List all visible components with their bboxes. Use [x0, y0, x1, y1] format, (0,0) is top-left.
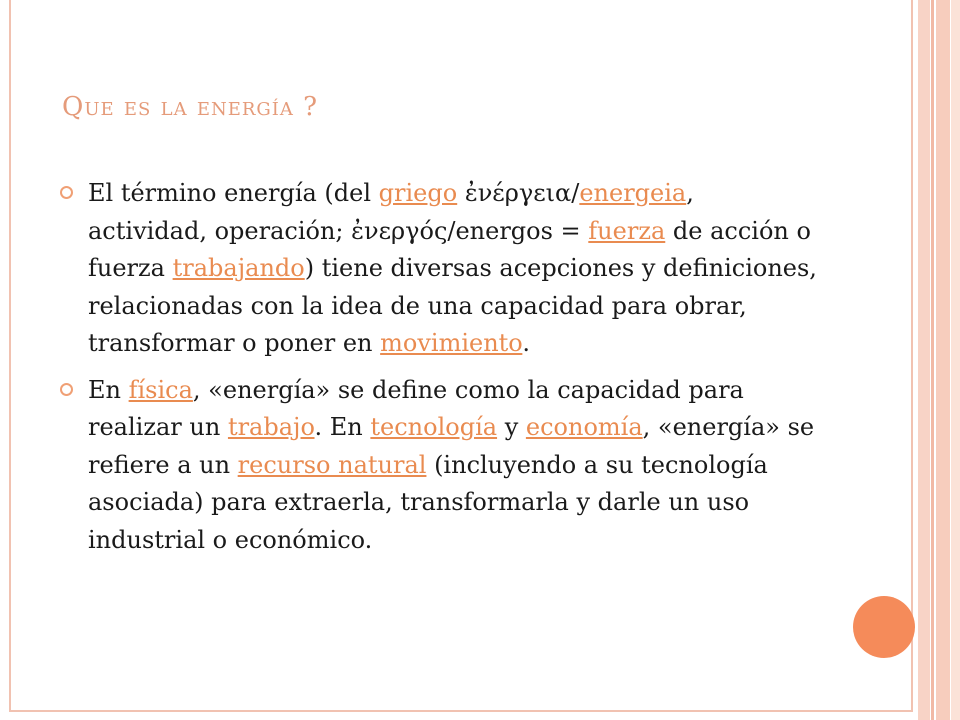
decorative-circle: [853, 596, 915, 658]
hyperlink[interactable]: trabajo: [227, 413, 315, 441]
hyperlink[interactable]: tecnología: [370, 413, 498, 441]
body-text: ἐνέργεια/: [457, 179, 580, 207]
body-text: , «energía» se define como la capacidad para realizar un: [88, 375, 744, 441]
body-text: . En: [314, 413, 371, 441]
bullet-list: [60, 175, 820, 568]
body-text: , actividad, operación; ἐνεργός/energos =: [88, 179, 694, 245]
hyperlink[interactable]: física: [128, 375, 193, 404]
body-text: de acción o fuerza: [88, 216, 811, 282]
side-stripe: [931, 0, 934, 720]
hyperlink[interactable]: movimiento: [380, 329, 523, 357]
body-text: El término energía (del: [88, 179, 379, 207]
hyperlink[interactable]: trabajando: [172, 254, 305, 282]
bullet-icon: [60, 186, 73, 199]
body-text: (incluyendo a su tecnología asociada) para extraerla, transformarla y darle un uso industrial o económico.: [88, 450, 768, 554]
side-stripe: [918, 0, 930, 720]
body-text: , «energía» se refiere a un: [88, 413, 815, 479]
side-stripe: [951, 0, 960, 720]
bullet-icon: [60, 383, 73, 396]
body-text: y: [497, 413, 526, 441]
side-stripe: [936, 0, 950, 720]
hyperlink[interactable]: griego: [378, 179, 458, 207]
hyperlink[interactable]: fuerza: [588, 216, 666, 245]
slide-title: Que es la energía ?: [62, 92, 319, 122]
hyperlink[interactable]: economía: [525, 413, 643, 441]
body-text: En: [88, 375, 129, 404]
hyperlink[interactable]: energeia: [579, 179, 687, 207]
bullet-paragraph: [60, 175, 820, 363]
hyperlink[interactable]: recurso natural: [237, 450, 427, 479]
body-text: .: [522, 329, 530, 357]
body-text: ) tiene diversas acepciones y definiciones, relacionadas con la idea de una capacidad para obrar, transformar o poner en: [88, 254, 817, 357]
bullet-paragraph: [60, 372, 820, 560]
